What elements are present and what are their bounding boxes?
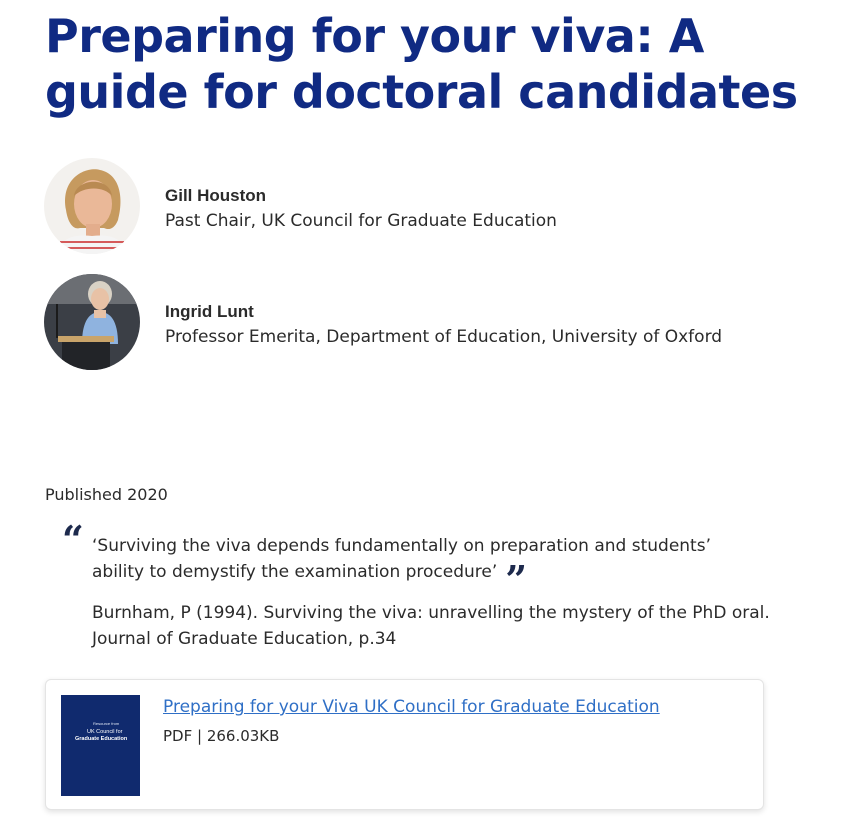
cover-small-text: Resource from <box>93 721 120 726</box>
document-download-link[interactable]: Preparing for your Viva UK Council for Graduate Education <box>163 697 660 717</box>
avatar-photo-icon <box>44 274 140 370</box>
quote-text: ‘Surviving the viva depends fundamentally on preparation and students’ ability to demystify the examination procedure’ <box>92 536 711 582</box>
author-name: Ingrid Lunt <box>165 302 254 321</box>
author-role: Professor Emerita, Department of Education, University of Oxford <box>165 327 723 347</box>
author-role: Past Chair, UK Council for Graduate Education <box>165 211 557 231</box>
document-cover-thumbnail[interactable] <box>61 695 140 796</box>
page-title: Preparing for your viva: A guide for doctoral candidates <box>45 9 798 119</box>
cover-line-1: UK Council for <box>87 729 123 735</box>
quote-open-icon: “ <box>62 517 84 562</box>
author-name: Gill Houston <box>165 186 267 205</box>
author-avatar <box>44 158 140 254</box>
author-avatar <box>44 274 140 370</box>
author-card <box>44 158 804 256</box>
avatar-photo-icon <box>44 158 140 254</box>
cover-line-2: Graduate Education <box>75 736 128 742</box>
quote-citation: Burnham, P (1994). Surviving the viva: unravelling the mystery of the PhD oral. Journal of Graduate Education, p.34 <box>92 603 770 649</box>
resource-card <box>45 679 764 810</box>
published-date: Published 2020 <box>45 485 168 504</box>
quote-close-icon: ” <box>505 557 528 602</box>
author-card <box>44 274 804 372</box>
document-file-info: PDF | 266.03KB <box>163 727 280 745</box>
quote-block <box>92 533 732 602</box>
